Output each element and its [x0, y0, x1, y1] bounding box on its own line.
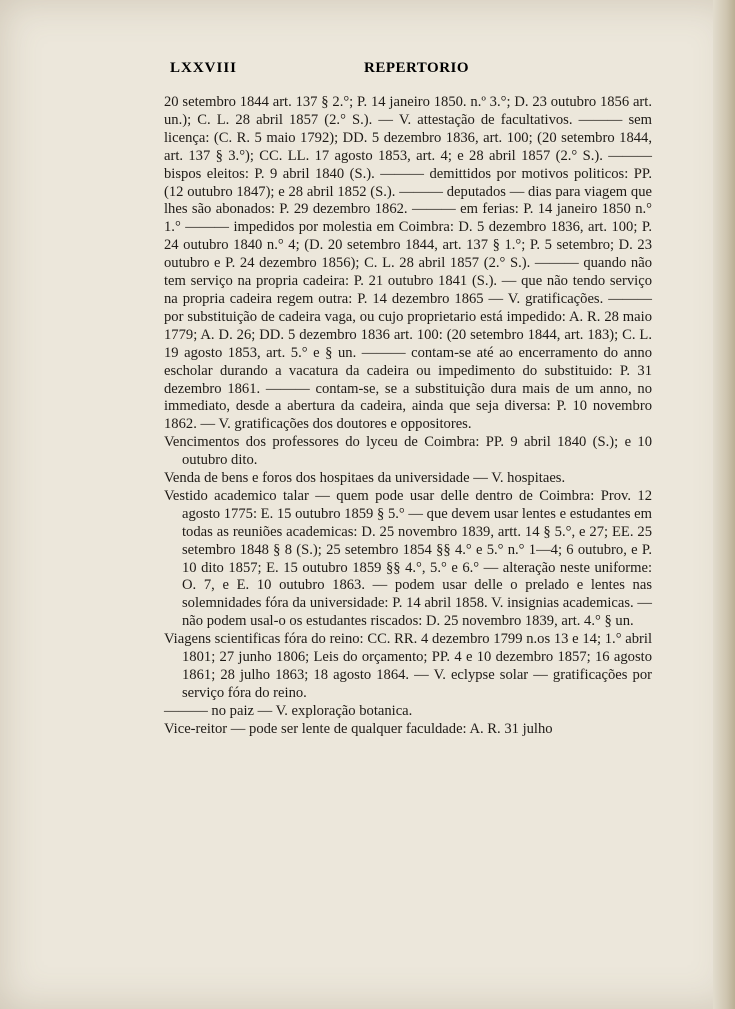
paragraph-continuation: 20 setembro 1844 art. 137 § 2.°; P. 14 janeiro 1850. n.º 3.°; D. 23 outubro 1856 art. un.); C. L. 28 abril 1857 (2.° S.). — V. attestação de facultativos. ——— sem licença: (C. R. 5 maio 1792); DD. 5 dezembro 1836, art. 100; (20 setembro 1844, art. 137 § 3.°); CC. LL. 17 agosto 1853, art. 4; e 28 abril 1857 (2.° S.). ——— bispos eleitos: P. 9 abril 1840 (S.). ——— demittidos por motivos politicos: PP. (12 outubro 1847); e 28 abril 1852 (S.). ——— deputados — dias para viagem que lhes são abonados: P. 29 dezembro 1862. ——— em ferias: P. 14 janeiro 1850 n.° 1.° ——— impedidos por molestia em Coimbra: D. 5 dezembro 1836, art. 100; P. 24 outubro 1840 n.° 4; (D. 20 setembro 1844, art. 137 § 1.°; P. 5 setembro; D. 23 outubro e P. 24 dezembro 1856); C. L. 28 abril 1857 (2.° S.). ——— quando não tem serviço na propria cadeira: P. 21 outubro 1841 (S.). — que não tendo serviço na propria cadeira regem outra: P. 14 dezembro 1865 — V. gratificações. ——— por substituição de cadeira vaga, ou cujo proprietario está impedido: A. R. 28 maio 1779; A. D. 26; DD. 5 dezembro 1836 art. 100: (20 setembro 1844, art. 183); C. L. 19 agosto 1853, art. 5.° e § un. ——— contam-se até ao encerramento do anno escholar durando a vacatura da cadeira ou impedimento do substituido: P. 31 dezembro 1861. ——— contam-se, se a substituição dura mais de um anno, no immediato, desde a abertura da cadeira, ainda que seja diversa: P. 10 novembro 1862. — V. gratificações dos doutores e oppositores.	[164, 94, 652, 433]
entry-vice-reitor: Vice-reitor — pode ser lente de qualquer faculdade: A. R. 31 julho	[164, 720, 553, 737]
page-body	[164, 94, 652, 739]
entry-vencimentos-lyceu: Vencimentos dos professores do lyceu de Coimbra: PP. 9 abril 1840 (S.); e 10 outubro dito.	[164, 434, 652, 469]
page-header	[170, 60, 650, 84]
entry-venda-bens: Venda de bens e foros dos hospitaes da universidade — V. hospitaes.	[164, 470, 566, 487]
entry-viagens-scientificas: Viagens scientificas fóra do reino: CC. RR. 4 dezembro 1799 n.os 13 e 14; 1.° abril 1801; 27 junho 1806; Leis do orçamento; PP. 4 e 10 dezembro 1857; 16 agosto 1861; 28 julho 1863; 18 agosto 1864. — V. eclypse solar — gratificações por serviço fóra do reino.	[164, 631, 652, 701]
entry-no-paiz: ——— no paiz — V. exploração botanica.	[164, 702, 413, 719]
page-edge	[713, 0, 735, 1009]
entry-vestido-academico: Vestido academico talar — quem pode usar delle dentro de Coimbra: Prov. 12 agosto 1775: E. 15 outubro 1859 § 5.° — que devem usar lentes e estudantes em todas as reuniões academicas: D. 25 novembro 1839, artt. 14 § 5.°, e 27; EE. 25 setembro 1848 § 8 (S.); 25 setembro 1854 §§ 4.° e 5.° n.° 1—4; 6 outubro, e P. 10 dito 1857; E. 15 outubro 1859 §§ 4.°, 5.° e 6.° — alteração neste uniforme: O. 7, e E. 10 outubro 1863. — podem usar delle o prelado e lentes nas solemnidades fóra da universidade: P. 14 abril 1858. V. insignias academicas. — não podem usal-o os estudantes riscados: D. 25 novembro 1839, art. 4.° § un.	[164, 487, 652, 630]
running-title: REPERTORIO	[364, 60, 470, 76]
page-number: LXXVIII	[170, 60, 238, 76]
